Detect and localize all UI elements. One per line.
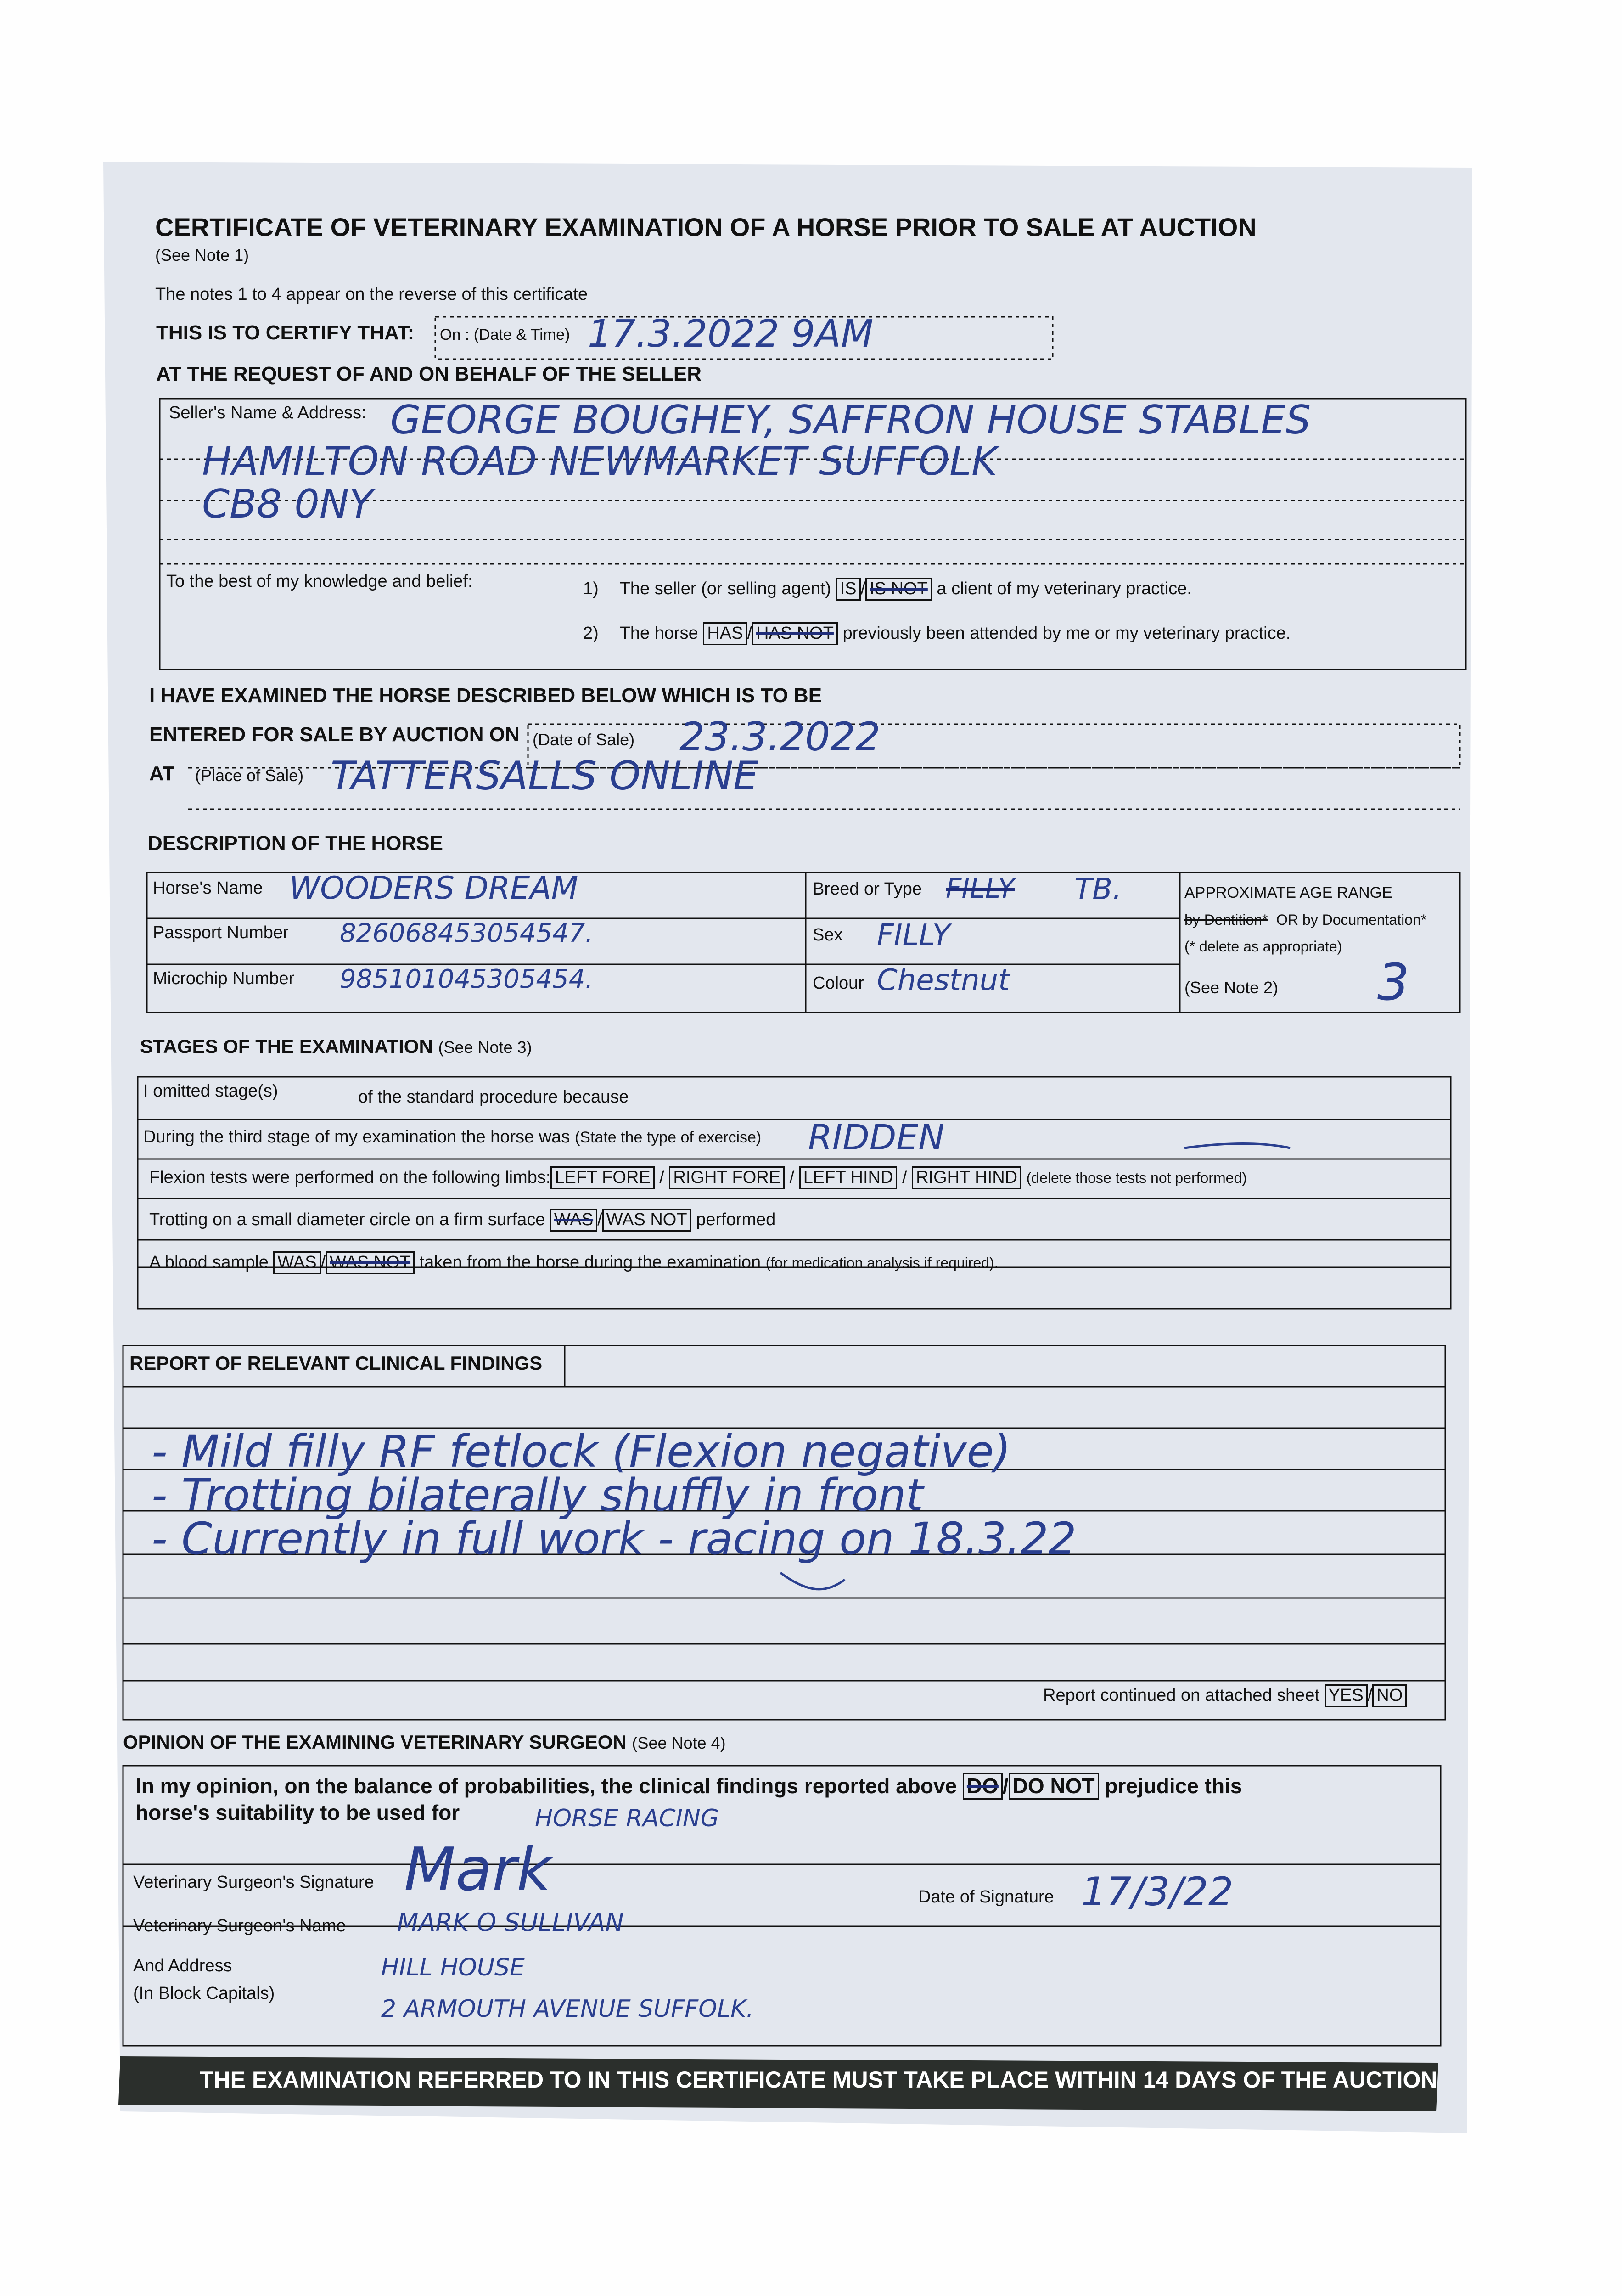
limb-right-hind: RIGHT HIND: [912, 1166, 1021, 1189]
item1-post: a client of my veterinary practice.: [937, 579, 1192, 598]
signature-label: Veterinary Surgeon's Signature: [133, 1873, 374, 1892]
trotting-line: [149, 1209, 775, 1232]
opinion-section-header: [123, 1731, 726, 1753]
vet-signature: Mark: [404, 1835, 551, 1904]
footer-banner: THE EXAMINATION REFERRED TO IN THIS CERTIFICATE MUST TAKE PLACE WITHIN 14 DAYS OF THE AUCTION: [200, 2067, 1437, 2093]
see-note-1: (See Note 1): [155, 246, 249, 264]
blood-pre: A blood sample: [149, 1253, 269, 1272]
seller-client-statement: [583, 578, 1192, 601]
blood-post: taken from the horse during the examination: [419, 1253, 761, 1272]
limb-sep-3: /: [902, 1168, 907, 1187]
finding-line-1: - Mild filly RF fetlock (Flexion negative): [152, 1426, 1011, 1477]
blood-note: (for medication analysis if required).: [765, 1255, 999, 1271]
limb-right-fore: RIGHT FORE: [669, 1166, 785, 1189]
item2-post: previously been attended by me or my veterinary practice.: [842, 624, 1291, 643]
report-continued-label: Report continued on attached sheet: [1043, 1686, 1320, 1705]
horse-section-label: DESCRIPTION OF THE HORSE: [148, 832, 443, 855]
place-of-sale-label: (Place of Sale): [195, 766, 304, 785]
opinion-sep: /: [1002, 1774, 1009, 1798]
sex-value: FILLY: [877, 918, 950, 952]
stages-section-header: [140, 1035, 532, 1058]
date-of-signature-label: Date of Signature: [918, 1887, 1054, 1907]
on-date-label: On : (Date & Time): [440, 326, 570, 343]
option-do-not: DO NOT: [1009, 1773, 1099, 1800]
breed-struck-value: FILLY: [946, 872, 1015, 905]
report-continued-line: [1043, 1684, 1407, 1707]
seller-line-3: CB8 0NY: [202, 481, 373, 527]
opinion-section-label: OPINION OF THE EXAMINING VETERINARY SURGEON: [123, 1731, 627, 1753]
third-stage-hint: (State the type of exercise): [574, 1129, 762, 1146]
passport-label: Passport Number: [153, 923, 289, 942]
vet-name-value: MARK O SULLIVAN: [397, 1908, 624, 1937]
trotting-was-not: WAS NOT: [602, 1209, 691, 1232]
finding-line-3: - Currently in full work - racing on 18.3.22: [152, 1513, 1077, 1564]
option-is-not-struck: IS NOT: [865, 578, 932, 601]
address-label: And Address: [133, 1956, 232, 1975]
form-title: CERTIFICATE OF VETERINARY EXAMINATION OF A HORSE PRIOR TO SALE AT AUCTION: [155, 213, 1257, 242]
blood-was: WAS: [273, 1251, 320, 1274]
blood-sep: /: [320, 1253, 326, 1272]
trotting-sep: /: [597, 1210, 602, 1229]
certify-label: THIS IS TO CERTIFY THAT:: [156, 321, 415, 344]
place-of-sale-value: TATTERSALLS ONLINE: [331, 753, 758, 799]
continued-no: NO: [1372, 1684, 1407, 1707]
blood-sample-line: [149, 1251, 999, 1274]
address-line-1: HILL HOUSE: [381, 1954, 525, 1981]
vet-name-label: Veterinary Surgeon's Name: [133, 1916, 346, 1936]
opinion-statement-1: In my opinion, on the balance of probabilities, the clinical findings reported above: [135, 1774, 957, 1798]
sex-label: Sex: [813, 925, 843, 945]
item2-pre: The horse: [619, 624, 698, 643]
passport-value: 826068453054547.: [340, 918, 594, 948]
option-is: IS: [836, 578, 861, 601]
age-value: 3: [1377, 953, 1409, 1012]
trotting-label: Trotting on a small diameter circle on a firm surface: [149, 1210, 545, 1229]
breed-value: TB.: [1074, 872, 1122, 906]
opinion-statement-line-1: [135, 1773, 1242, 1800]
limb-sep-1: /: [659, 1168, 664, 1187]
knowledge-label: To the best of my knowledge and belief:: [166, 572, 473, 591]
findings-section-label: REPORT OF RELEVANT CLINICAL FINDINGS: [129, 1352, 543, 1374]
blood-was-not-struck: WAS NOT: [326, 1251, 415, 1274]
horse-name-label: Horse's Name: [153, 878, 263, 898]
age-by-dentition-struck: by Dentition*: [1184, 912, 1268, 928]
colour-label: Colour: [813, 974, 864, 993]
stages-section-label: STAGES OF THE EXAMINATION: [140, 1035, 433, 1057]
at-label: AT: [149, 762, 175, 785]
breed-label: Breed or Type: [813, 879, 922, 899]
third-stage-value: RIDDEN: [808, 1117, 945, 1158]
continued-yes: YES: [1325, 1684, 1368, 1707]
horse-name-value: WOODERS DREAM: [289, 870, 578, 906]
omitted-stage-post: of the standard procedure because: [358, 1087, 629, 1107]
continued-sep: /: [1367, 1686, 1373, 1705]
used-for-value: HORSE RACING: [535, 1805, 719, 1832]
microchip-label: Microchip Number: [153, 969, 295, 988]
item1-separator: /: [860, 579, 866, 598]
request-label: AT THE REQUEST OF AND ON BEHALF OF THE SELLER: [156, 363, 702, 385]
opinion-see-note: (See Note 4): [632, 1733, 726, 1752]
examined-label: I HAVE EXAMINED THE HORSE DESCRIBED BELOW WHICH IS TO BE: [149, 684, 822, 707]
date-of-sale-value: 23.3.2022: [679, 714, 881, 760]
age-or-documentation: OR by Documentation*: [1276, 912, 1427, 928]
item1-number: 1): [583, 579, 599, 598]
entered-label: ENTERED FOR SALE BY AUCTION ON: [149, 723, 520, 746]
opinion-statement-tail: prejudice this: [1105, 1774, 1242, 1798]
horse-attended-statement: [583, 622, 1291, 645]
flexion-line: [149, 1166, 1247, 1189]
finding-line-2: - Trotting bilaterally shuffly in front: [152, 1469, 924, 1521]
seller-label: Seller's Name & Address:: [169, 403, 366, 422]
address-line-2: 2 ARMOUTH AVENUE SUFFOLK.: [381, 1995, 754, 2023]
flexion-note: (delete those tests not performed): [1026, 1170, 1247, 1186]
third-stage-line: [143, 1127, 761, 1147]
stages-see-note: (See Note 3): [438, 1038, 532, 1057]
option-do-struck: DO: [963, 1773, 1003, 1800]
opinion-statement-2: horse's suitability to be used for: [135, 1801, 460, 1824]
colour-value: Chestnut: [877, 963, 1010, 997]
date-of-sale-label: (Date of Sale): [533, 730, 635, 749]
limb-sep-2: /: [789, 1168, 795, 1187]
address-block-capitals-label: (In Block Capitals): [133, 1984, 275, 2003]
item2-separator: /: [747, 624, 752, 643]
trotting-post: performed: [696, 1210, 776, 1229]
limb-left-fore: LEFT FORE: [550, 1166, 654, 1189]
notes-line: The notes 1 to 4 appear on the reverse of this certificate: [155, 285, 588, 304]
age-delete-note: (* delete as appropriate): [1184, 938, 1342, 955]
seller-line-2: HAMILTON ROAD NEWMARKET SUFFOLK: [202, 439, 998, 484]
age-see-note: (See Note 2): [1184, 978, 1279, 997]
age-range-label: APPROXIMATE AGE RANGE: [1184, 884, 1392, 901]
on-date-value: 17.3.2022 9AM: [588, 312, 874, 356]
third-stage-label: During the third stage of my examination the horse was: [143, 1127, 570, 1147]
date-of-signature-value: 17/3/22: [1081, 1869, 1234, 1915]
microchip-value: 985101045305454.: [340, 964, 594, 994]
seller-line-1: GEORGE BOUGHEY, SAFFRON HOUSE STABLES: [390, 397, 1311, 443]
trotting-was-struck: WAS: [550, 1209, 597, 1232]
item2-number: 2): [583, 624, 599, 643]
flexion-label: Flexion tests were performed on the following limbs:: [149, 1168, 551, 1187]
limb-left-hind: LEFT HIND: [799, 1166, 898, 1189]
option-has-not-struck: HAS NOT: [752, 622, 838, 645]
omitted-stage-pre: I omitted stage(s): [143, 1081, 278, 1101]
item1-pre: The seller (or selling agent): [619, 579, 831, 598]
option-has: HAS: [703, 622, 747, 645]
